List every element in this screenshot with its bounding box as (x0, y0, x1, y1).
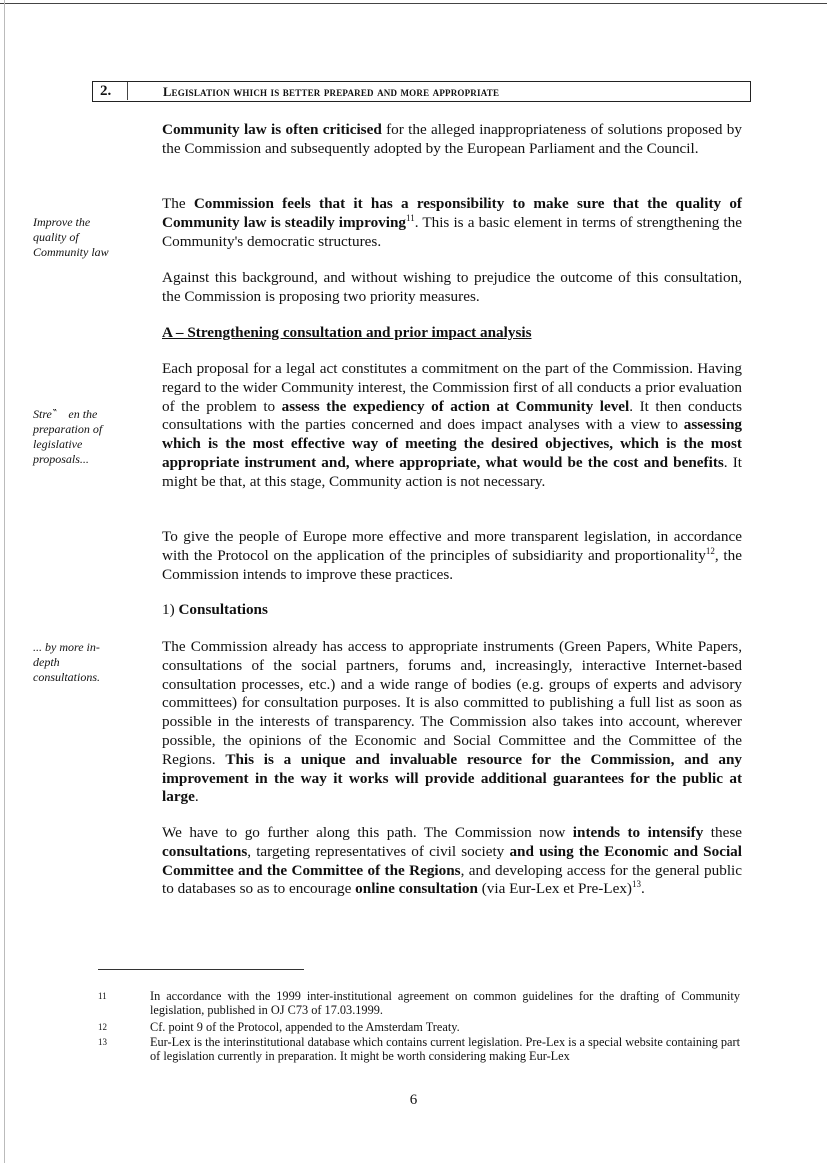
footnote-number: 12 (98, 1022, 107, 1032)
text-span: , the Commission intends to improve these practices. (162, 546, 742, 583)
margin-note-line: proposals... (33, 452, 89, 466)
page-number: 6 (409, 1092, 418, 1108)
paragraph-background: Against this background, and without wishing to prejudice the outcome of this consultation, the Commission is proposing two priority measures. (162, 269, 742, 305)
text-span: . It then conducts consultations with the parties concerned and does impact analyses with a view to (162, 397, 742, 434)
margin-note-consultations (33, 640, 133, 685)
section-divider (127, 82, 128, 100)
text-span: The (162, 195, 194, 212)
bold-phrase: assessing which is the most effective way of meeting the desired objectives, which is the most appropriate instrument and, where appropriate, what would be the cost and benefits (162, 416, 742, 471)
footnote-ref: 11 (406, 212, 415, 223)
text-span: . (194, 788, 199, 806)
section-title: Legislation which is better prepared and more appropriate (163, 85, 500, 99)
text-span: The Commission already has access to appropriate instruments (Green Papers, White Papers, consultations of the social partners, forums and, increasingly, interactive Internet-based consultation processes, etc.) and a wide range of bodies (e.g. groups of experts and advisory committees) for consultation purposes. It is also committed to publishing a full list as soon as possible in the interests of transparency. The Commission also takes into account, wherever possible, the opinions of the Economic and Social Committee and the Committee of the Regions. (162, 638, 742, 768)
margin-note-line: depth (33, 655, 60, 669)
footnote-number: 11 (98, 991, 107, 1001)
subsection-heading-a: A – Strengthening consultation and prior impact analysis (162, 324, 532, 341)
footnote-ref: 12 (705, 545, 715, 556)
footnote-text: Cf. point 9 of the Protocol, appended to the Amsterdam Treaty. (150, 1020, 460, 1034)
text-span: . It might be that, at this stage, Community action is not necessary. (162, 453, 742, 490)
margin-note-line: Stre‶ en the (33, 407, 98, 421)
paragraph-responsibility (162, 195, 742, 251)
text-span: Each proposal for a legal act constitutes a commitment on the part of the Commission. Having regard to the wider Community interest, the Commission first of all conducts a prior evaluation of the problem to (162, 360, 742, 415)
footnote-text: In accordance with the 1999 inter-institutional agreement on common guidelines for the drafting of Community legislation, published in OJ C73 of 17.03.1999. (150, 989, 740, 1017)
bold-phrase: online consultation (355, 880, 478, 898)
margin-note-line: Community law (33, 245, 109, 259)
margin-note-improve-quality (33, 215, 133, 260)
bold-phrase: intends to intensify (572, 824, 704, 841)
footnote-ref: 13 (631, 879, 641, 890)
subsection-heading-consultations (162, 601, 268, 619)
bold-phrase: assess the expediency of action at Community level (281, 397, 630, 415)
margin-note-line: legislative (33, 437, 83, 451)
margin-note-line: quality of (33, 230, 79, 244)
text-span: , targeting representatives of civil society (247, 842, 510, 860)
paragraph-criticism (162, 121, 742, 159)
text-span: for the alleged inappropriateness of solutions proposed by the Commission and subsequently adopted by the European Parliament and the Council. (162, 121, 742, 157)
paragraph-go-further (162, 824, 742, 899)
bold-phrase: consultations (162, 842, 248, 860)
heading-label: Consultations (178, 601, 268, 618)
text-span: . (640, 880, 645, 898)
text-span: these (703, 824, 742, 841)
margin-note-line: consultations. (33, 670, 101, 684)
paragraph-effective-legislation (162, 528, 742, 584)
bold-phrase: This is a unique and invaluable resource for the Commission, and any improvement in the way it works will provide additional guarantees for the public at large (162, 750, 742, 806)
text-span: We have to go further along this path. The Commission now (162, 824, 573, 841)
top-border-line (0, 3, 827, 4)
paragraph-proposal-commitment (162, 360, 742, 492)
text-span: To give the people of Europe more effective and more transparent legislation, in accordance with the Protocol on the application of the principles of subsidiarity and proportionality (162, 528, 742, 564)
text-span: , and developing access for the general public to databases so as to encourage (162, 861, 743, 898)
footnote-text: Eur-Lex is the interinstitutional database which contains current legislation. Pre-Lex is a special website containing part of legislation currently in preparation. It might be worth considering making Eur-Lex (150, 1035, 740, 1063)
footnote-number: 13 (98, 1037, 107, 1047)
margin-note-line: ... by more in- (33, 640, 100, 654)
paragraph-existing-instruments (162, 638, 742, 807)
left-border-line (4, 0, 5, 1163)
heading-number: 1) (162, 601, 179, 618)
text-span: (via Eur-Lex et Pre-Lex) (477, 880, 632, 898)
section-number: 2. (100, 83, 112, 99)
footnote-separator (98, 969, 304, 970)
bold-phrase: Community law is often criticised (162, 121, 382, 138)
margin-note-strengthen-preparation (33, 407, 133, 467)
margin-note-line: Improve the (33, 215, 91, 229)
bold-phrase: Commission feels that it has a responsibility to make sure that the quality of Community law is steadily improving (162, 195, 742, 231)
margin-note-line: preparation of (33, 422, 103, 436)
section-header-box (92, 81, 751, 102)
text-span: . This is a basic element in terms of strengthening the Community's democratic structures. (162, 213, 742, 250)
bold-phrase: and using the Economic and Social Committee and the Committee of the Regions (162, 842, 742, 879)
